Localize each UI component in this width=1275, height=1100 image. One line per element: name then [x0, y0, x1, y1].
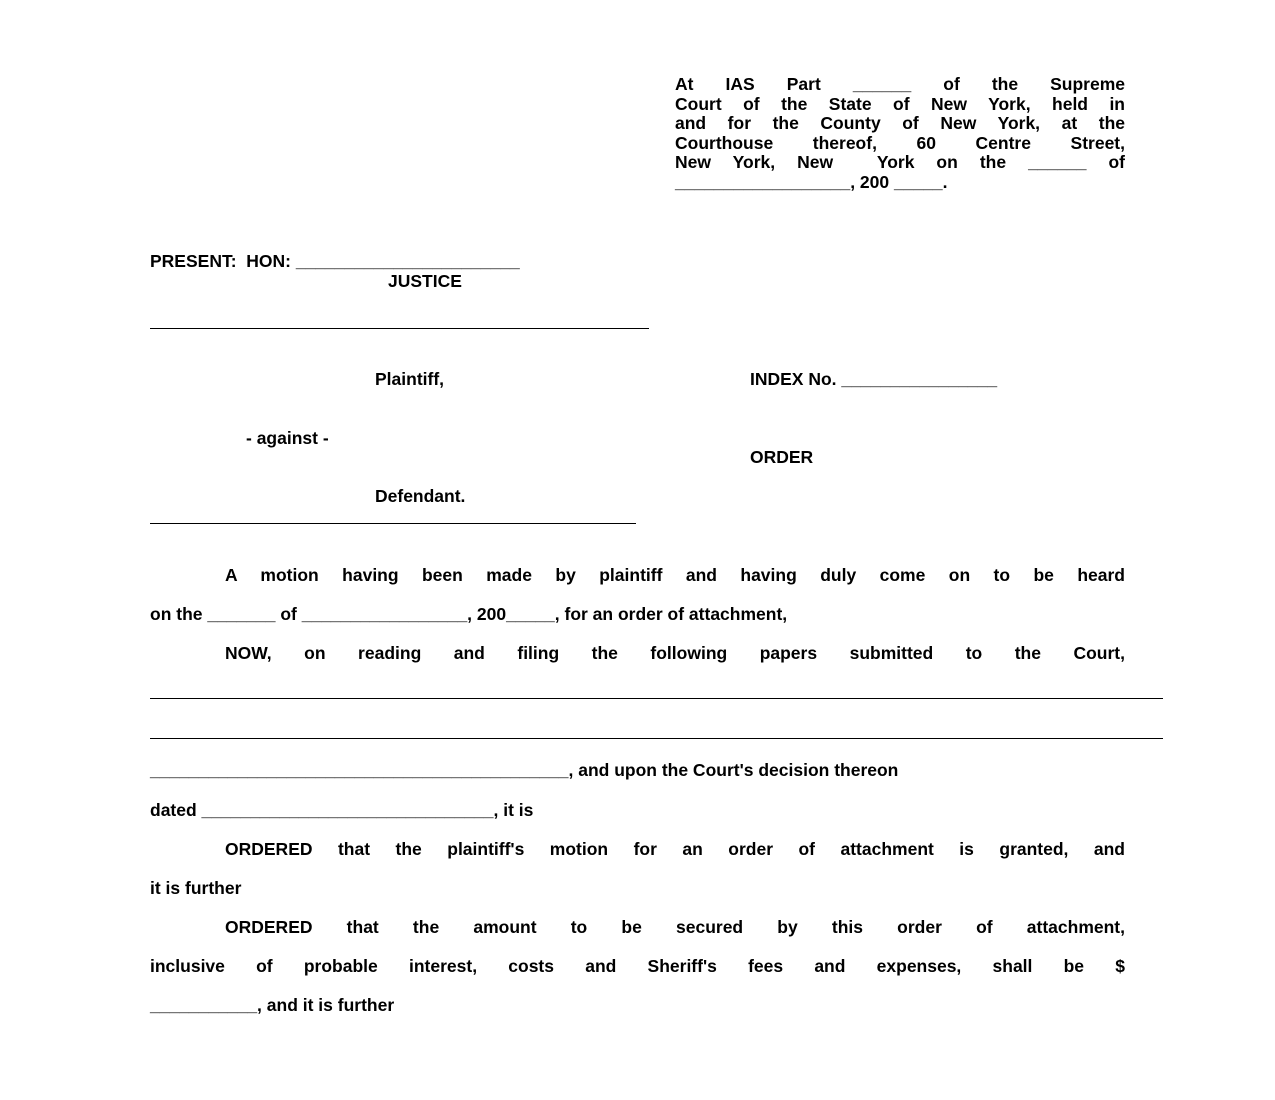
- body-paragraph-line: A motion having been made by plaintiff and having duly come on to be heard: [225, 565, 1125, 585]
- caption-line: At IAS Part ______ of the Supreme: [675, 74, 1125, 94]
- court-caption: [675, 75, 1125, 193]
- papers-blank-line: [150, 698, 1163, 699]
- body-paragraph-line: inclusive of probable interest, costs and Sheriff's fees and expenses, shall be $: [150, 956, 1125, 976]
- body-paragraph-line: NOW, on reading and filing the following papers submitted to the Court,: [225, 643, 1125, 663]
- index-number-line: INDEX No. ________________: [750, 369, 998, 389]
- body-paragraph-line: ___________________________________________, and upon the Court's decision thereon: [150, 760, 899, 780]
- caption-line: New York, New York on the ______ of: [675, 152, 1125, 173]
- document-type-title: ORDER: [750, 447, 814, 467]
- caption-line: Court of the State of New York, held in: [675, 93, 1125, 114]
- caption-line: __________________, 200 _____.: [675, 171, 948, 192]
- caption-top-rule: [150, 328, 649, 329]
- body-paragraph-line: ORDERED that the amount to be secured by this order of attachment,: [225, 917, 1125, 937]
- defendant-label: Defendant.: [375, 486, 466, 506]
- present-hon-line: PRESENT: HON: _______________________: [150, 251, 520, 271]
- plaintiff-label: Plaintiff,: [375, 369, 445, 389]
- body-paragraph-line: dated ______________________________, it is: [150, 800, 534, 820]
- caption-line: Courthouse thereof, 60 Centre Street,: [675, 132, 1125, 153]
- justice-title: JUSTICE: [388, 271, 462, 291]
- caption-line: and for the County of New York, at the: [675, 113, 1125, 134]
- caption-bottom-rule: [150, 523, 636, 524]
- body-paragraph-line: it is further: [150, 878, 242, 898]
- body-paragraph-line: ___________, and it is further: [150, 995, 395, 1015]
- body-paragraph-line: ORDERED that the plaintiff's motion for an order of attachment is granted, and: [225, 839, 1125, 859]
- against-label: - against -: [246, 428, 329, 448]
- body-paragraph-line: on the _______ of _________________, 200_____, for an order of attachment,: [150, 604, 788, 624]
- papers-blank-line: [150, 738, 1163, 739]
